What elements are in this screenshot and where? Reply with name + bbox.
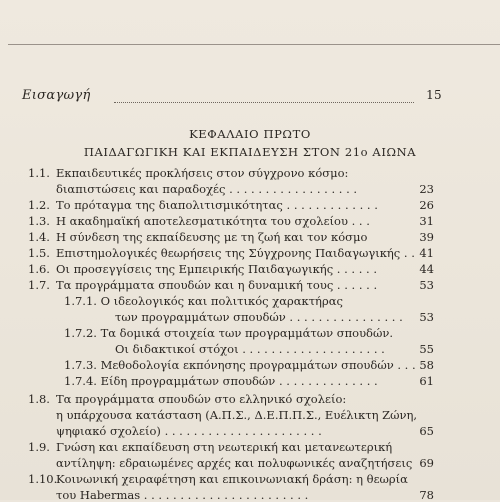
intro-page-number: 15 <box>426 88 442 102</box>
toc-entry-line: Οι προσεγγίσεις της Εμπειρικής Παιδαγωγικής . . . . . . <box>56 262 378 276</box>
toc-entry-line: Κοινωνική χειραφέτηση και επικοινωνιακή δράση: η θεωρία <box>56 472 408 486</box>
toc-entry-line: του Habermas . . . . . . . . . . . . . . . . . . . . . . . <box>56 488 309 502</box>
dot-leader <box>114 92 414 103</box>
toc-page-number: 23 <box>419 182 434 196</box>
toc-entry-line: 1.7.2. Τα δομικά στοιχεία των προγραμμάτων σπουδών. <box>64 326 394 340</box>
toc-page-number: 69 <box>419 456 434 470</box>
toc-entry-line: Η ακαδημαϊκή αποτελεσματικότητα του σχολείου . . . <box>56 214 370 228</box>
toc-entry-line: 1.7.1. Ο ιδεολογικός και πολιτικός χαρακτήρας <box>64 294 343 308</box>
toc-page-number: 31 <box>419 214 434 228</box>
chapter-heading: ΚΕΦΑΛΑΙΟ ΠΡΩΤΟ <box>189 127 311 141</box>
toc-number: 1.8. <box>28 392 50 406</box>
toc-page-number: 53 <box>419 310 434 324</box>
toc-entry-line: Τα προγράμματα σπουδών στο ελληνικό σχολείο: <box>56 392 347 406</box>
toc-entry-line: Τα προγράμματα σπουδών και η δυναμική τους . . . . . . <box>56 278 378 292</box>
header-rule <box>8 44 500 45</box>
toc-number: 1.7. <box>28 278 50 292</box>
toc-number: 1.3. <box>28 214 50 228</box>
toc-page-number: 61 <box>419 374 434 388</box>
toc-entry-line: Γνώση και εκπαίδευση στη νεωτερική και μετανεωτερική <box>56 440 393 454</box>
toc-page-number: 53 <box>419 278 434 292</box>
toc-entry-line: διαπιστώσεις και παραδοχές . . . . . . . . . . . . . . . . . . <box>56 182 358 196</box>
toc-entry-introduction <box>22 88 442 106</box>
toc-entry-line: ψηφιακό σχολείο) . . . . . . . . . . . . . . . . . . . . . . <box>56 424 322 438</box>
toc-number: 1.4. <box>28 230 50 244</box>
toc-entry-line: Επιστημολογικές θεωρήσεις της Σύγχρονης Παιδαγωγικής . . <box>56 246 415 260</box>
intro-label: Εισαγωγή <box>22 88 91 103</box>
toc-entry-line: των προγραμμάτων σπουδών . . . . . . . . . . . . . . . . <box>115 310 403 324</box>
toc-entry-line: Εκπαιδευτικές προκλήσεις στον σύγχρονο κόσμο: <box>56 166 349 180</box>
toc-page-number: 44 <box>419 262 434 276</box>
toc-entry-line: αντίληψη: εδραιωμένες αρχές και πολυφωνικές αναζητήσεις <box>56 456 413 470</box>
toc-page-number: 39 <box>419 230 434 244</box>
chapter-title: ΠΑΙΔΑΓΩΓΙΚΗ ΚΑΙ ΕΚΠΑΙΔΕΥΣΗ ΣΤΟΝ 21ο ΑΙΩΝΑ <box>83 145 417 159</box>
toc-number: 1.1. <box>28 166 50 180</box>
toc-number: 1.2. <box>28 198 50 212</box>
toc-number: 1.10. <box>28 472 58 486</box>
toc-number: 1.6. <box>28 262 50 276</box>
toc-entry-line: η υπάρχουσα κατάσταση (Α.Π.Σ., Δ.Ε.Π.Π.Σ., Ευέλικτη Ζώνη, <box>56 408 418 422</box>
toc-page-number: 41 <box>419 246 434 260</box>
toc-page-number: 58 <box>419 358 434 372</box>
toc-page-number: 55 <box>419 342 434 356</box>
toc-entry-line: Το πρόταγμα της διαπολιτισμικότητας . . . . . . . . . . . . . <box>56 198 378 212</box>
toc-entry-line: Η σύνδεση της εκπαίδευσης με τη ζωή και τον κόσμο <box>56 230 368 244</box>
toc-number: 1.5. <box>28 246 50 260</box>
toc-number: 1.9. <box>28 440 50 454</box>
toc-page-number: 65 <box>419 424 434 438</box>
toc-entry-line: Οι διδακτικοί στόχοι . . . . . . . . . . . . . . . . . . . . <box>115 342 385 356</box>
toc-entry-line: 1.7.3. Μεθοδολογία εκπόνησης προγραμμάτων σπουδών . . . <box>64 358 416 372</box>
toc-page-number: 26 <box>419 198 434 212</box>
toc-entry-line: 1.7.4. Είδη προγραμμάτων σπουδών . . . . . . . . . . . . . . <box>64 374 378 388</box>
toc-page-number: 78 <box>419 488 434 502</box>
